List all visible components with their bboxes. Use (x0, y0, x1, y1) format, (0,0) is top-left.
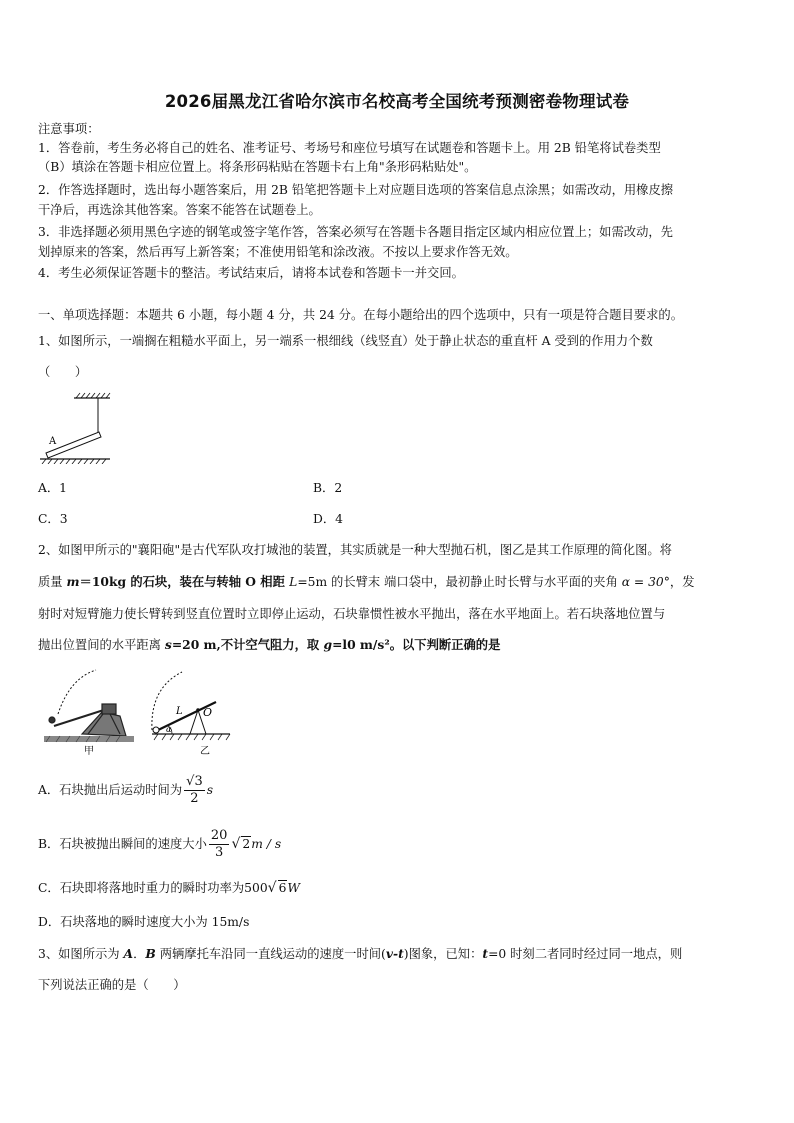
question-2-option-b[interactable]: B．石块被抛出瞬间的速度大小 $\frac{20}{3}$ √ 2m / s (38, 828, 282, 860)
notice-item-2b: 干净后，再选涂其他答案。答案不能答在试题卷上。 (38, 203, 321, 217)
question-2-line-1: 2、如图甲所示的"襄阳砲"是古代军队攻打城池的装置，其实质就是一种大型抛石机，图乙是其工作原理的简化图。将 (38, 543, 672, 557)
question-3-line-1: 3、如图所示为 A．B 两辆摩托车沿同一直线运动的速度一时间(v-t)图象，已知：t=0 时刻二者同时经过同一地点，则 (38, 946, 683, 961)
section-heading: 一、单项选择题：本题共 6 小题，每小题 4 分，共 24 分。在每小题给出的四个选项中，只有一项是符合题目要求的。 (38, 308, 683, 322)
question-1-figure (38, 392, 128, 464)
question-1-option-a[interactable]: A．1 (38, 481, 68, 495)
notice-item-2a: 2．作答选择题时，选出每小题答案后，用 2B 铅笔把答题卡上对应题目选项的答案信息点涂黑；如需改动，用橡皮擦 (38, 183, 674, 197)
question-2-figure-jia: 甲 (84, 746, 94, 757)
question-1-stem: 1、如图所示，一端搁在粗糙水平面上，另一端系一根细线（线竖直）处于静止状态的重直杆 A 受到的作用力个数 (38, 334, 653, 348)
question-2-line-4: 抛出位置间的水平距离 s=20 m,不计空气阻力，取 g=l0 m/s²。以下判断正确的是 (38, 637, 501, 652)
question-1-option-d[interactable]: D．4 (313, 512, 343, 526)
question-2-figure-O: O (203, 706, 213, 719)
fraction: $\frac{√3}{2}$ (186, 774, 203, 806)
question-2-figure-yi: 乙 (200, 746, 210, 757)
question-2-figure-alpha: α (166, 725, 172, 734)
question-2-option-d[interactable]: D．石块落地的瞬时速度大小为 15m/s (38, 915, 250, 929)
question-2-figure-L: L (176, 706, 183, 717)
question-2-line-2: 质量 m＝10kg 的石块，装在与转轴 O 相距 L=5m 的长臂末 端口袋中，最初静止时长臂与水平面的夹角 α = 30°，发 (38, 574, 695, 589)
fraction: $\frac{20}{3}$ (210, 828, 228, 860)
question-1-option-b[interactable]: B．2 (313, 481, 343, 495)
notice-heading: 注意事项： (38, 122, 100, 136)
notice-item-4: 4．考生必须保证答题卡的整洁。考试结束后，请将本试卷和答题卡一并交回。 (38, 266, 464, 280)
question-1-paren: （ ） (38, 365, 88, 379)
question-1-option-c[interactable]: C．3 (38, 512, 68, 526)
notice-item-3b: 划掉原来的答案，然后再写上新答案；不准使用铅笔和涂改液。不按以上要求作答无效。 (38, 245, 518, 259)
notice-item-3a: 3．非选择题必须用黑色字迹的钢笔或签字笔作答，答案必须写在答题卡各题目指定区域内相应位置上；如需改动，先 (38, 225, 673, 239)
question-2-line-3: 射时对短臂施力使长臂转到竖直位置时立即停止运动，石块靠惯性被水平抛出，落在水平地面上。若石块落地位置与 (38, 607, 666, 621)
question-1-figure-label: A (49, 436, 57, 447)
question-2-option-a[interactable]: A．石块抛出后运动时间为 $\frac{√3}{2}$ s (38, 774, 214, 806)
page-title: 2026届黑龙江省哈尔滨市名校高考全国统考预测密卷物理试卷 (164, 92, 630, 111)
notice-item-1a: 1．答卷前，考生务必将自己的姓名、准考证号、考场号和座位号填写在试题卷和答题卡上。用 2B 铅笔将试卷类型 (38, 141, 661, 155)
notice-item-1b: （B）填涂在答题卡相应位置上。将条形码粘贴在答题卡右上角"条形码粘贴处"。 (38, 160, 477, 174)
question-2-option-c[interactable]: C．石块即将落地时重力的瞬时功率为500√ 6W (38, 880, 301, 896)
question-2-figure (40, 664, 240, 758)
question-3-line-2: 下列说法正确的是（ ） (38, 978, 186, 992)
